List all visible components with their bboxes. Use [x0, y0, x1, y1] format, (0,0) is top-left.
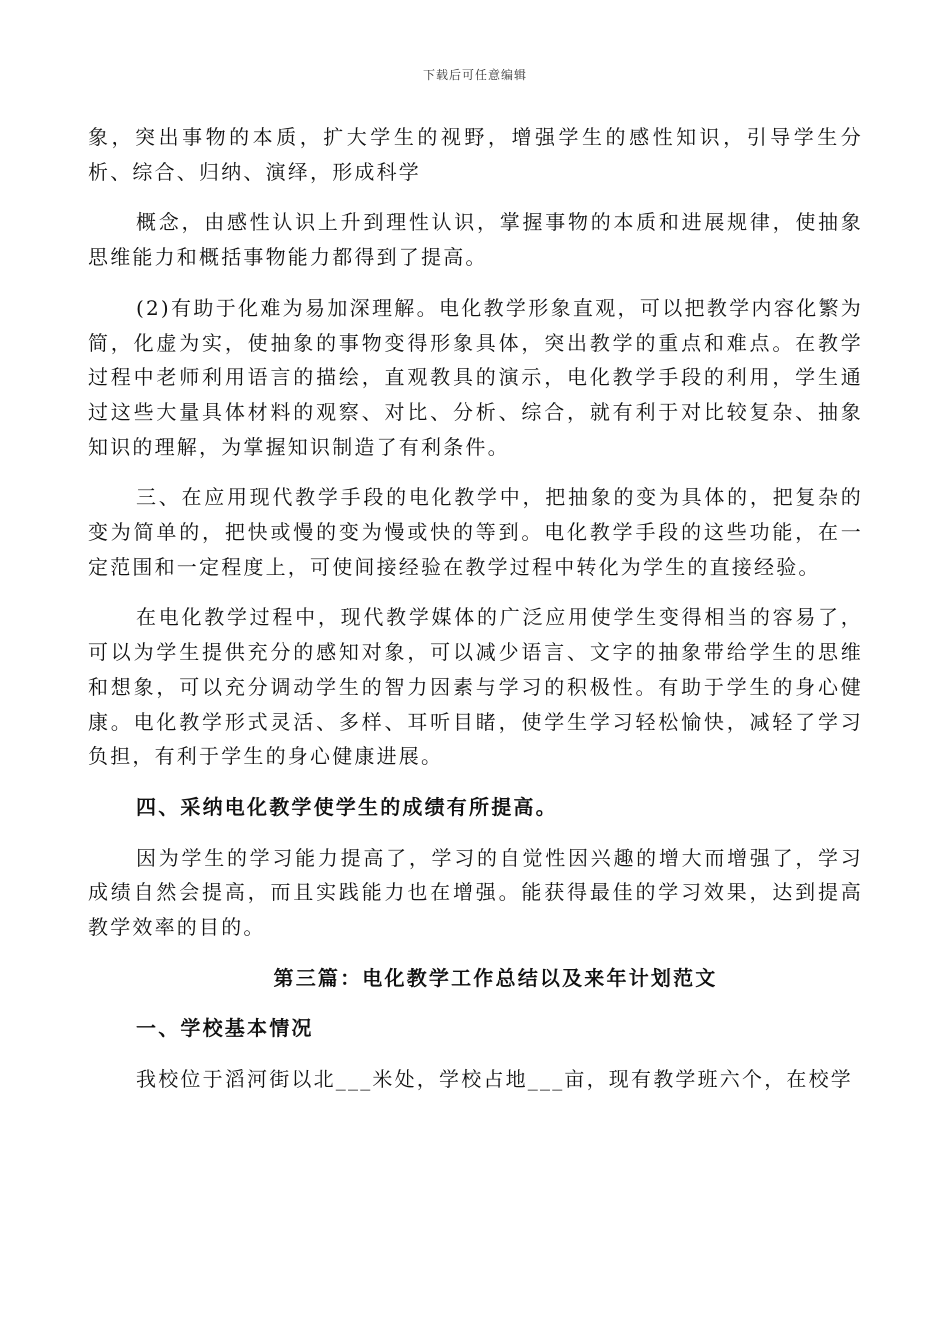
- paragraph-school-info: 我校位于滔河街以北___米处，学校占地___亩，现有教学班六个，在校学: [136, 1067, 853, 1092]
- document-body: [88, 120, 863, 1113]
- paragraph-media-benefits: 在电化教学过程中，现代教学媒体的广泛应用使学生变得相当的容易了，可以为学生提供充分的感知对象，可以减少语言、文字的抽象带给学生的思维和想象，可以充分调动学生的智力因素与学习的积极性。有助于学生的身心健康。电化教学形式灵活、多样、耳听目睹，使学生学习轻松愉快，减轻了学习负担，有利于学生的身心健康进展。: [88, 605, 863, 769]
- paragraph-concept: 概念，由感性认识上升到理性认识，掌握事物的本质和进展规律，使抽象思维能力和概括事物能力都得到了提高。: [88, 210, 863, 270]
- paragraph-continuation: 象，突出事物的本质，扩大学生的视野，增强学生的感性知识，引导学生分析、综合、归纳、演绎，形成科学: [88, 125, 863, 184]
- section-heading-4: 四、采纳电化教学使学生的成绩有所提高。: [136, 794, 558, 819]
- page-header: 下载后可任意编辑: [422, 68, 527, 82]
- paragraph-section-3: 三、在应用现代教学手段的电化教学中，把抽象的变为具体的，把复杂的变为简单的，把快或慢的变为慢或快的等到。电化教学手段的这些功能，在一定范围和一定程度上，可使间接经验在教学过程中转化为学生的直接经验。: [88, 485, 863, 579]
- paragraph-point-2: (2)有助于化难为易加深理解。电化教学形象直观，可以把教学内容化繁为简，化虚为实，使抽象的事物变得形象具体，突出教学的重点和难点。在教学过程中老师利用语言的描绘，直观教具的演示，电化教学手段的利用，学生通过这些大量具体材料的观察、对比、分析、综合，就有利于对比较复杂、抽象知识的理解，为掌握知识制造了有利条件。: [88, 295, 863, 459]
- chapter-title: 第三篇：电化教学工作总结以及来年计划范文: [273, 965, 718, 990]
- section-heading-1: 一、学校基本情况: [136, 1016, 314, 1041]
- paragraph-grades: 因为学生的学习能力提高了，学习的自觉性因兴趣的增大而增强了，学习成绩自然会提高，而且实践能力也在增强。能获得最佳的学习效果，达到提高教学效率的目的。: [88, 845, 863, 940]
